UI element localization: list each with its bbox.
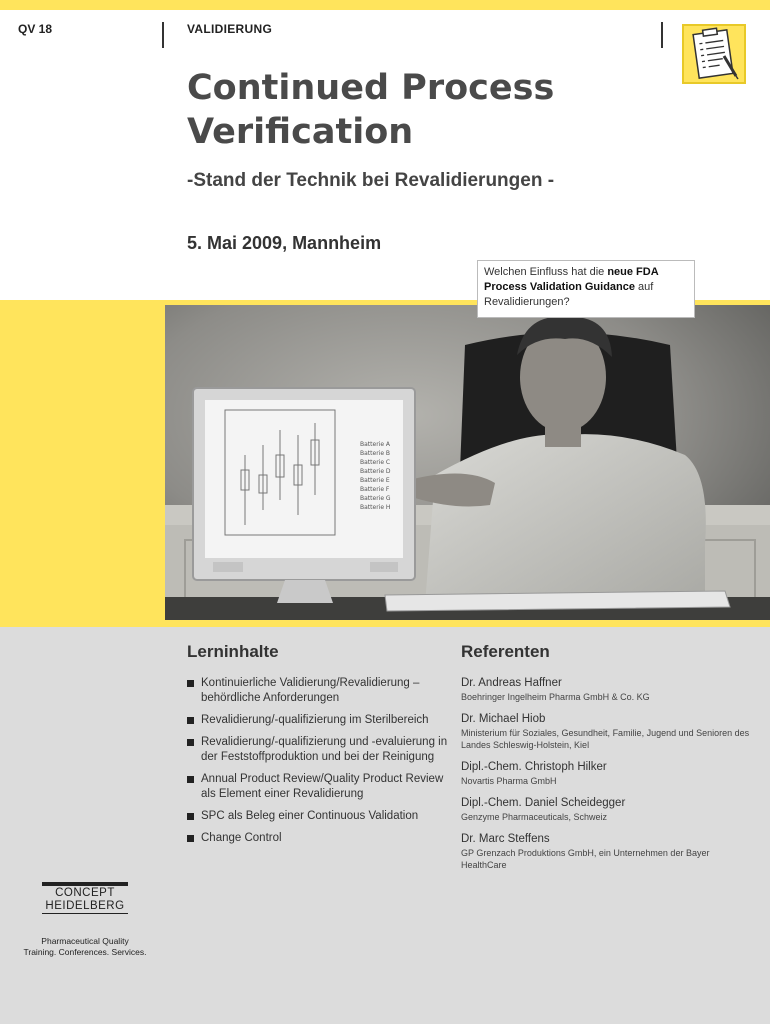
monitor-label: Batterie C	[360, 459, 391, 466]
monitor-label: Batterie H	[360, 504, 391, 511]
monitor-label: Batterie D	[360, 468, 391, 475]
category-label: VALIDIERUNG	[187, 22, 273, 36]
tagline-line-1: Pharmaceutical Quality	[41, 936, 129, 946]
course-code: QV 18	[18, 22, 53, 36]
clipboard-icon	[682, 24, 746, 84]
list-item: Kontinuierliche Validierung/Revalidierung – behördliche Anforderungen	[187, 676, 449, 706]
speaker-org: Novartis Pharma GmbH	[461, 776, 557, 786]
divider-right	[661, 22, 663, 48]
callout-text-after: auf Revalidierungen?	[484, 281, 654, 308]
speaker-entry	[461, 676, 756, 703]
monitor-label: Batterie E	[360, 477, 390, 484]
speaker-name: Dipl.-Chem. Christoph Hilker	[461, 761, 607, 773]
speaker-org: Genzyme Pharmaceuticals, Schweiz	[461, 812, 608, 822]
list-item: Revalidierung/-qualifizierung im Sterilbereich	[187, 713, 449, 728]
list-item: Revalidierung/-qualifizierung und -evaluierung in der Feststoffproduktion und bei der Reinigung	[187, 735, 449, 765]
list-item: SPC als Beleg einer Continuous Validation	[187, 809, 449, 824]
concept-heidelberg-logo	[42, 882, 128, 914]
callout-box	[477, 260, 695, 318]
logo-tagline	[10, 936, 160, 958]
speaker-entry	[461, 796, 756, 823]
speaker-name: Dr. Marc Steffens	[461, 833, 550, 845]
speaker-org: GP Grenzach Produktions GmbH, ein Unternehmen der Bayer HealthCare	[461, 848, 710, 870]
monitor-label: Batterie B	[360, 450, 391, 457]
speaker-org: Boehringer Ingelheim Pharma GmbH & Co. KG	[461, 692, 650, 702]
page-title: Continued Process Verification	[187, 68, 555, 152]
hero-photo	[165, 305, 770, 620]
logo-line-2: HEIDELBERG	[42, 900, 128, 914]
list-item: Annual Product Review/Quality Product Review als Element einer Revalidierung	[187, 772, 449, 802]
monitor-label: Batterie A	[360, 441, 391, 448]
learning-list	[187, 676, 449, 853]
speaker-name: Dr. Michael Hiob	[461, 713, 546, 725]
top-accent-strip	[0, 0, 770, 10]
divider-left	[162, 22, 164, 48]
subtitle: -Stand der Technik bei Revalidierungen -	[187, 170, 555, 191]
learning-heading: Lerninhalte	[187, 642, 279, 661]
tagline-line-2: Training. Conferences. Services.	[23, 947, 147, 957]
speaker-name: Dipl.-Chem. Daniel Scheidegger	[461, 797, 626, 809]
speakers-heading: Referenten	[461, 642, 550, 661]
event-date: 5. Mai 2009, Mannheim	[187, 233, 382, 253]
speaker-org: Ministerium für Soziales, Gesundheit, Familie, Jugend und Senioren des Landes Schleswig-Holstein, Kiel	[461, 728, 750, 750]
speaker-entry	[461, 832, 756, 871]
speaker-name: Dr. Andreas Haffner	[461, 677, 562, 689]
monitor-label: Batterie F	[360, 486, 390, 493]
callout-text-bold: neue FDA Process Validation Guidance	[484, 266, 659, 293]
speaker-entry	[461, 760, 756, 787]
callout-text-before: Welchen Einfluss hat die	[484, 266, 608, 278]
logo-line-1: CONCEPT	[55, 887, 115, 899]
speaker-entry	[461, 712, 756, 751]
list-item: Change Control	[187, 831, 449, 846]
speakers-list	[461, 676, 756, 880]
monitor-label: Batterie G	[360, 495, 391, 502]
